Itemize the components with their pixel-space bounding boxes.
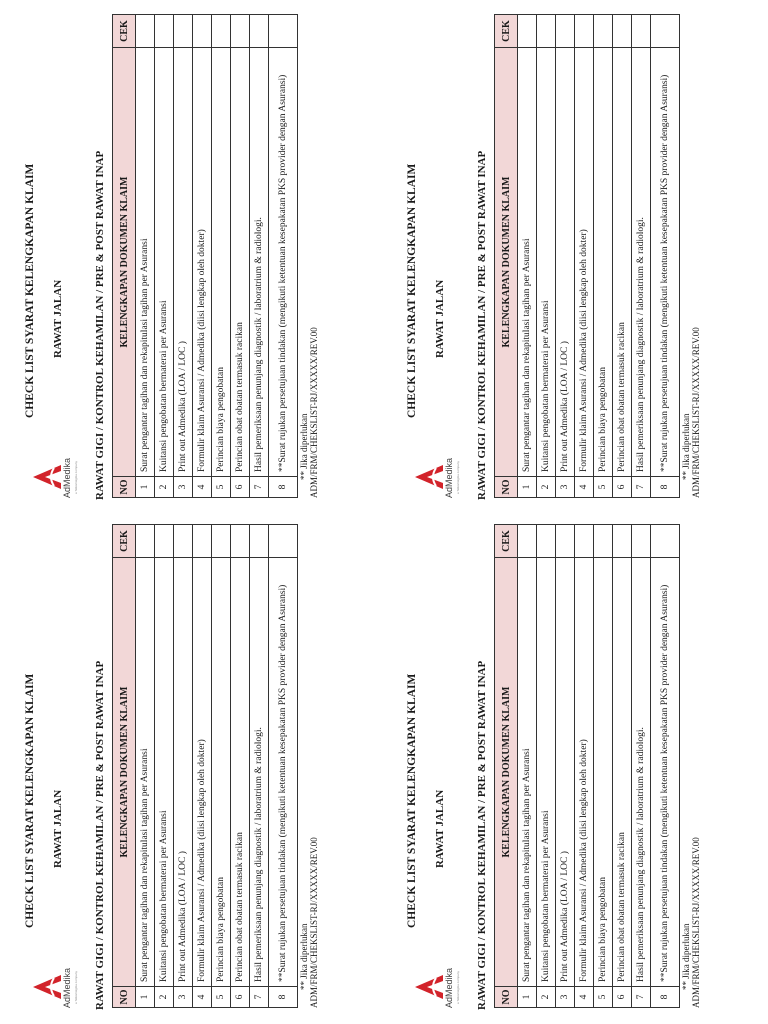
admedika-logo xyxy=(414,438,464,498)
check-cell[interactable] xyxy=(250,525,269,558)
footnote: ** Jika diperlukan xyxy=(299,923,309,990)
check-cell[interactable] xyxy=(556,15,575,48)
check-cell[interactable] xyxy=(136,15,155,48)
row-document: Formulir klaim Asuransi / Admedika (diisi lengkap oleh dokter) xyxy=(575,48,594,477)
table-row xyxy=(594,525,613,1008)
check-cell[interactable] xyxy=(269,525,298,558)
table-row xyxy=(632,525,651,1008)
row-number: 4 xyxy=(193,987,212,1008)
check-cell[interactable] xyxy=(613,525,632,558)
table-row xyxy=(155,525,174,1008)
column-header-no: NO xyxy=(495,477,518,498)
row-number: 5 xyxy=(212,987,231,1008)
table-row xyxy=(269,525,298,1008)
column-header-no: NO xyxy=(113,987,136,1008)
check-cell[interactable] xyxy=(231,525,250,558)
logo-subtext: a Telkomsigma company xyxy=(74,461,78,494)
column-header-no: NO xyxy=(495,987,518,1008)
table-header-row xyxy=(495,15,518,498)
row-document: Surat pengantar tagihan dan rekapitulasi tagihan per Asuransi xyxy=(136,48,155,477)
row-number: 1 xyxy=(136,477,155,498)
form-code: ADM/FRM/CHEKSLIST-RJ/XXXXX/REV.00 xyxy=(309,837,319,1008)
row-document: **Surat rujukan persetujuan tindakan (mengikuti ketentuan kesepakatan PKS provider dengan Asuransi) xyxy=(269,48,298,477)
table-row xyxy=(231,525,250,1008)
check-cell[interactable] xyxy=(594,525,613,558)
row-number: 7 xyxy=(632,477,651,498)
table-row xyxy=(136,15,155,498)
admedika-logo-icon xyxy=(32,974,62,1000)
row-document: Hasil pemeriksaan penunjang diagnostik / laboratrium & radiologi. xyxy=(250,48,269,477)
form-header xyxy=(404,12,472,498)
row-number: 3 xyxy=(556,477,575,498)
checklist-table xyxy=(494,14,680,498)
check-cell[interactable] xyxy=(651,525,680,558)
check-cell[interactable] xyxy=(556,525,575,558)
row-document: Perincian obat obatan termasuk racikan xyxy=(231,558,250,987)
row-document: Surat pengantar tagihan dan rekapitulasi tagihan per Asuransi xyxy=(136,558,155,987)
row-document: Perincian obat obatan termasuk racikan xyxy=(613,48,632,477)
check-cell[interactable] xyxy=(518,15,537,48)
form-title: CHECK LIST SYARAT KELENGKAPAN KLAIM xyxy=(24,673,36,928)
check-cell[interactable] xyxy=(575,15,594,48)
check-cell[interactable] xyxy=(136,525,155,558)
checklist-form xyxy=(8,516,378,1016)
table-row xyxy=(250,15,269,498)
row-number: 6 xyxy=(231,477,250,498)
check-cell[interactable] xyxy=(174,15,193,48)
table-row xyxy=(269,15,298,498)
row-number: 4 xyxy=(575,477,594,498)
logo-subtext: a Telkomsigma company xyxy=(456,971,460,1004)
check-cell[interactable] xyxy=(174,525,193,558)
column-header-document: KELENGKAPAN DOKUMEN KLAIM xyxy=(113,48,136,477)
admedika-logo xyxy=(32,948,82,1008)
form-code: ADM/FRM/CHEKSLIST-RJ/XXXXX/REV.00 xyxy=(691,837,701,1008)
row-number: 5 xyxy=(212,477,231,498)
form-subtitle: RAWAT JALAN xyxy=(434,279,446,358)
row-document: Kuitansi pengobatan bermaterai per Asuransi xyxy=(155,558,174,987)
checklist-form xyxy=(8,6,378,506)
row-number: 8 xyxy=(269,987,298,1008)
column-header-check: CEK xyxy=(113,15,136,48)
form-title: CHECK LIST SYARAT KELENGKAPAN KLAIM xyxy=(406,163,418,418)
column-header-document: KELENGKAPAN DOKUMEN KLAIM xyxy=(495,558,518,987)
row-number: 8 xyxy=(651,987,680,1008)
table-row xyxy=(613,15,632,498)
row-document: Perincian obat obatan termasuk racikan xyxy=(231,48,250,477)
check-cell[interactable] xyxy=(250,15,269,48)
row-number: 7 xyxy=(250,477,269,498)
check-cell[interactable] xyxy=(537,525,556,558)
check-cell[interactable] xyxy=(193,15,212,48)
check-cell[interactable] xyxy=(613,15,632,48)
row-number: 8 xyxy=(651,477,680,498)
form-subtitle: RAWAT JALAN xyxy=(434,789,446,868)
row-document: Formulir klaim Asuransi / Admedika (diisi lengkap oleh dokter) xyxy=(575,558,594,987)
section-title: RAWAT GIGI / KONTROL KEHAMILAN / PRE & POST RAWAT INAP xyxy=(476,150,488,500)
table-row xyxy=(136,525,155,1008)
table-row xyxy=(613,525,632,1008)
row-number: 6 xyxy=(613,987,632,1008)
row-document: Kuitansi pengobatan bermaterai per Asuransi xyxy=(537,558,556,987)
table-row xyxy=(174,15,193,498)
row-document: **Surat rujukan persetujuan tindakan (mengikuti ketentuan kesepakatan PKS provider dengan Asuransi) xyxy=(651,558,680,987)
row-document: **Surat rujukan persetujuan tindakan (mengikuti ketentuan kesepakatan PKS provider dengan Asuransi) xyxy=(651,48,680,477)
row-document: Perincian biaya pengobatan xyxy=(594,48,613,477)
row-number: 1 xyxy=(518,987,537,1008)
check-cell[interactable] xyxy=(537,15,556,48)
table-row xyxy=(556,525,575,1008)
form-title: CHECK LIST SYARAT KELENGKAPAN KLAIM xyxy=(24,163,36,418)
section-title: RAWAT GIGI / KONTROL KEHAMILAN / PRE & POST RAWAT INAP xyxy=(94,150,106,500)
table-row xyxy=(651,15,680,498)
check-cell[interactable] xyxy=(231,15,250,48)
row-number: 4 xyxy=(575,987,594,1008)
column-header-document: KELENGKAPAN DOKUMEN KLAIM xyxy=(495,48,518,477)
row-number: 2 xyxy=(155,477,174,498)
row-number: 4 xyxy=(193,477,212,498)
check-cell[interactable] xyxy=(518,525,537,558)
form-code: ADM/FRM/CHEKSLIST-RJ/XXXXX/REV.00 xyxy=(691,327,701,498)
check-cell[interactable] xyxy=(632,525,651,558)
check-cell[interactable] xyxy=(212,525,231,558)
section-title: RAWAT GIGI / KONTROL KEHAMILAN / PRE & POST RAWAT INAP xyxy=(476,660,488,1010)
table-row xyxy=(250,525,269,1008)
table-header-row xyxy=(113,15,136,498)
logo-text: AdMedika xyxy=(444,967,454,1008)
row-number: 2 xyxy=(537,987,556,1008)
column-header-check: CEK xyxy=(495,525,518,558)
table-row xyxy=(518,525,537,1008)
footnote: ** Jika diperlukan xyxy=(681,923,691,990)
form-subtitle: RAWAT JALAN xyxy=(52,789,64,868)
table-row xyxy=(193,15,212,498)
form-code: ADM/FRM/CHEKSLIST-RJ/XXXXX/REV.00 xyxy=(309,327,319,498)
table-row xyxy=(575,15,594,498)
table-row xyxy=(193,525,212,1008)
row-document: Perincian biaya pengobatan xyxy=(212,558,231,987)
table-row xyxy=(537,15,556,498)
row-document: Surat pengantar tagihan dan rekapitulasi tagihan per Asuransi xyxy=(518,558,537,987)
check-cell[interactable] xyxy=(155,525,174,558)
form-header xyxy=(22,522,90,1008)
table-row xyxy=(537,525,556,1008)
row-document: Print out Admedika (LOA / LOC ) xyxy=(556,48,575,477)
checklist-table xyxy=(494,524,680,1008)
admedika-logo-icon xyxy=(32,464,62,490)
row-document: **Surat rujukan persetujuan tindakan (mengikuti ketentuan kesepakatan PKS provider dengan Asuransi) xyxy=(269,558,298,987)
table-header-row xyxy=(113,525,136,1008)
row-number: 6 xyxy=(231,987,250,1008)
check-cell[interactable] xyxy=(212,15,231,48)
row-number: 3 xyxy=(174,987,193,1008)
logo-text: AdMedika xyxy=(444,457,454,498)
admedika-logo-icon xyxy=(414,464,444,490)
form-subtitle: RAWAT JALAN xyxy=(52,279,64,358)
table-row xyxy=(231,15,250,498)
row-number: 5 xyxy=(594,477,613,498)
form-header xyxy=(404,522,472,1008)
row-document: Print out Admedika (LOA / LOC ) xyxy=(174,558,193,987)
logo-subtext: a Telkomsigma company xyxy=(74,971,78,1004)
checklist-form xyxy=(390,516,760,1016)
table-row xyxy=(212,15,231,498)
column-header-check: CEK xyxy=(495,15,518,48)
row-document: Kuitansi pengobatan bermaterai per Asuransi xyxy=(155,48,174,477)
row-number: 7 xyxy=(250,987,269,1008)
column-header-document: KELENGKAPAN DOKUMEN KLAIM xyxy=(113,558,136,987)
footnote: ** Jika diperlukan xyxy=(681,413,691,480)
table-row xyxy=(556,15,575,498)
admedika-logo xyxy=(414,948,464,1008)
check-cell[interactable] xyxy=(269,15,298,48)
check-cell[interactable] xyxy=(632,15,651,48)
form-header xyxy=(22,12,90,498)
table-row xyxy=(594,15,613,498)
check-cell[interactable] xyxy=(575,525,594,558)
row-number: 8 xyxy=(269,477,298,498)
column-header-no: NO xyxy=(113,477,136,498)
check-cell[interactable] xyxy=(651,15,680,48)
row-document: Hasil pemeriksaan penunjang diagnostik / laboratrium & radiologi. xyxy=(250,558,269,987)
row-document: Kuitansi pengobatan bermaterai per Asuransi xyxy=(537,48,556,477)
row-number: 1 xyxy=(518,477,537,498)
row-number: 7 xyxy=(632,987,651,1008)
row-number: 2 xyxy=(537,477,556,498)
row-number: 3 xyxy=(556,987,575,1008)
column-header-check: CEK xyxy=(113,525,136,558)
check-cell[interactable] xyxy=(193,525,212,558)
table-row xyxy=(155,15,174,498)
row-document: Perincian biaya pengobatan xyxy=(212,48,231,477)
checklist-table xyxy=(112,14,298,498)
check-cell[interactable] xyxy=(155,15,174,48)
row-document: Hasil pemeriksaan penunjang diagnostik / laboratrium & radiologi. xyxy=(632,558,651,987)
check-cell[interactable] xyxy=(594,15,613,48)
table-row xyxy=(212,525,231,1008)
row-document: Surat pengantar tagihan dan rekapitulasi tagihan per Asuransi xyxy=(518,48,537,477)
row-number: 1 xyxy=(136,987,155,1008)
table-row xyxy=(174,525,193,1008)
row-document: Hasil pemeriksaan penunjang diagnostik / laboratrium & radiologi. xyxy=(632,48,651,477)
section-title: RAWAT GIGI / KONTROL KEHAMILAN / PRE & POST RAWAT INAP xyxy=(94,660,106,1010)
row-document: Perincian obat obatan termasuk racikan xyxy=(613,558,632,987)
footnote: ** Jika diperlukan xyxy=(299,413,309,480)
row-document: Formulir klaim Asuransi / Admedika (diisi lengkap oleh dokter) xyxy=(193,558,212,987)
row-document: Print out Admedika (LOA / LOC ) xyxy=(556,558,575,987)
checklist-form xyxy=(390,6,760,506)
logo-text: AdMedika xyxy=(62,457,72,498)
table-row xyxy=(518,15,537,498)
table-row xyxy=(575,525,594,1008)
row-number: 2 xyxy=(155,987,174,1008)
row-number: 6 xyxy=(613,477,632,498)
row-document: Print out Admedika (LOA / LOC ) xyxy=(174,48,193,477)
admedika-logo xyxy=(32,438,82,498)
row-document: Perincian biaya pengobatan xyxy=(594,558,613,987)
checklist-table xyxy=(112,524,298,1008)
table-header-row xyxy=(495,525,518,1008)
row-number: 5 xyxy=(594,987,613,1008)
form-title: CHECK LIST SYARAT KELENGKAPAN KLAIM xyxy=(406,673,418,928)
logo-text: AdMedika xyxy=(62,967,72,1008)
logo-subtext: a Telkomsigma company xyxy=(456,461,460,494)
row-number: 3 xyxy=(174,477,193,498)
table-row xyxy=(632,15,651,498)
admedika-logo-icon xyxy=(414,974,444,1000)
row-document: Formulir klaim Asuransi / Admedika (diisi lengkap oleh dokter) xyxy=(193,48,212,477)
table-row xyxy=(651,525,680,1008)
